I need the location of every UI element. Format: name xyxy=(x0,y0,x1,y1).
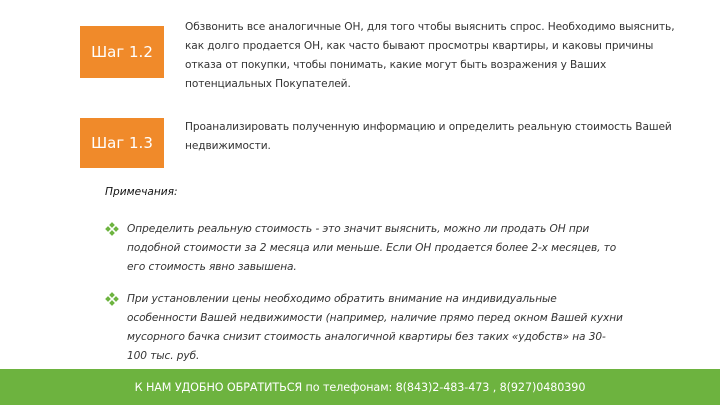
note-text: При установлении цены необходимо обратить внимание на индивидуальные особенности Вашей недвижимости (например, наличие прямо перед окном Вашей кухни мусорного бачка снизит стоимость аналогичной квартиры без таких «удобств» на 30-100 тыс. руб. xyxy=(127,293,623,362)
diamond-bullet-icon xyxy=(105,292,119,306)
diamond-bullet-icon xyxy=(105,222,119,236)
step-row xyxy=(80,18,680,94)
note-text: Определить реальную стоимость - это значит выяснить, можно ли продать ОН при подобной стоимости за 2 месяца или меньше. Если ОН продается более 2-х месяцев, то его стоимость явно завышена. xyxy=(127,223,617,273)
step-badge: Шаг 1.3 xyxy=(80,118,164,168)
contact-footer xyxy=(0,369,720,405)
step-description: Проанализировать полученную информацию и определить реальную стоимость Вашей недвижимости. xyxy=(185,121,672,152)
step-description: Обзвонить все аналогичные ОН, для того чтобы выяснить спрос. Необходимо выяснить, как долго продается ОН, как часто бывают просмотры квартиры, и каковы причины отказа от покупки, чтобы понимать, какие могут быть возражения у Ваших потенциальных Покупателей. xyxy=(185,21,675,90)
step-badge: Шаг 1.2 xyxy=(80,26,164,78)
notes-title: Примечания: xyxy=(105,186,178,198)
note-item xyxy=(105,290,625,366)
footer-text: К НАМ УДОБНО ОБРАТИТЬСЯ по телефонам: 8(843)2-483-473 , 8(927)0480390 xyxy=(134,380,586,394)
note-item xyxy=(105,220,625,277)
step-row xyxy=(80,118,680,168)
